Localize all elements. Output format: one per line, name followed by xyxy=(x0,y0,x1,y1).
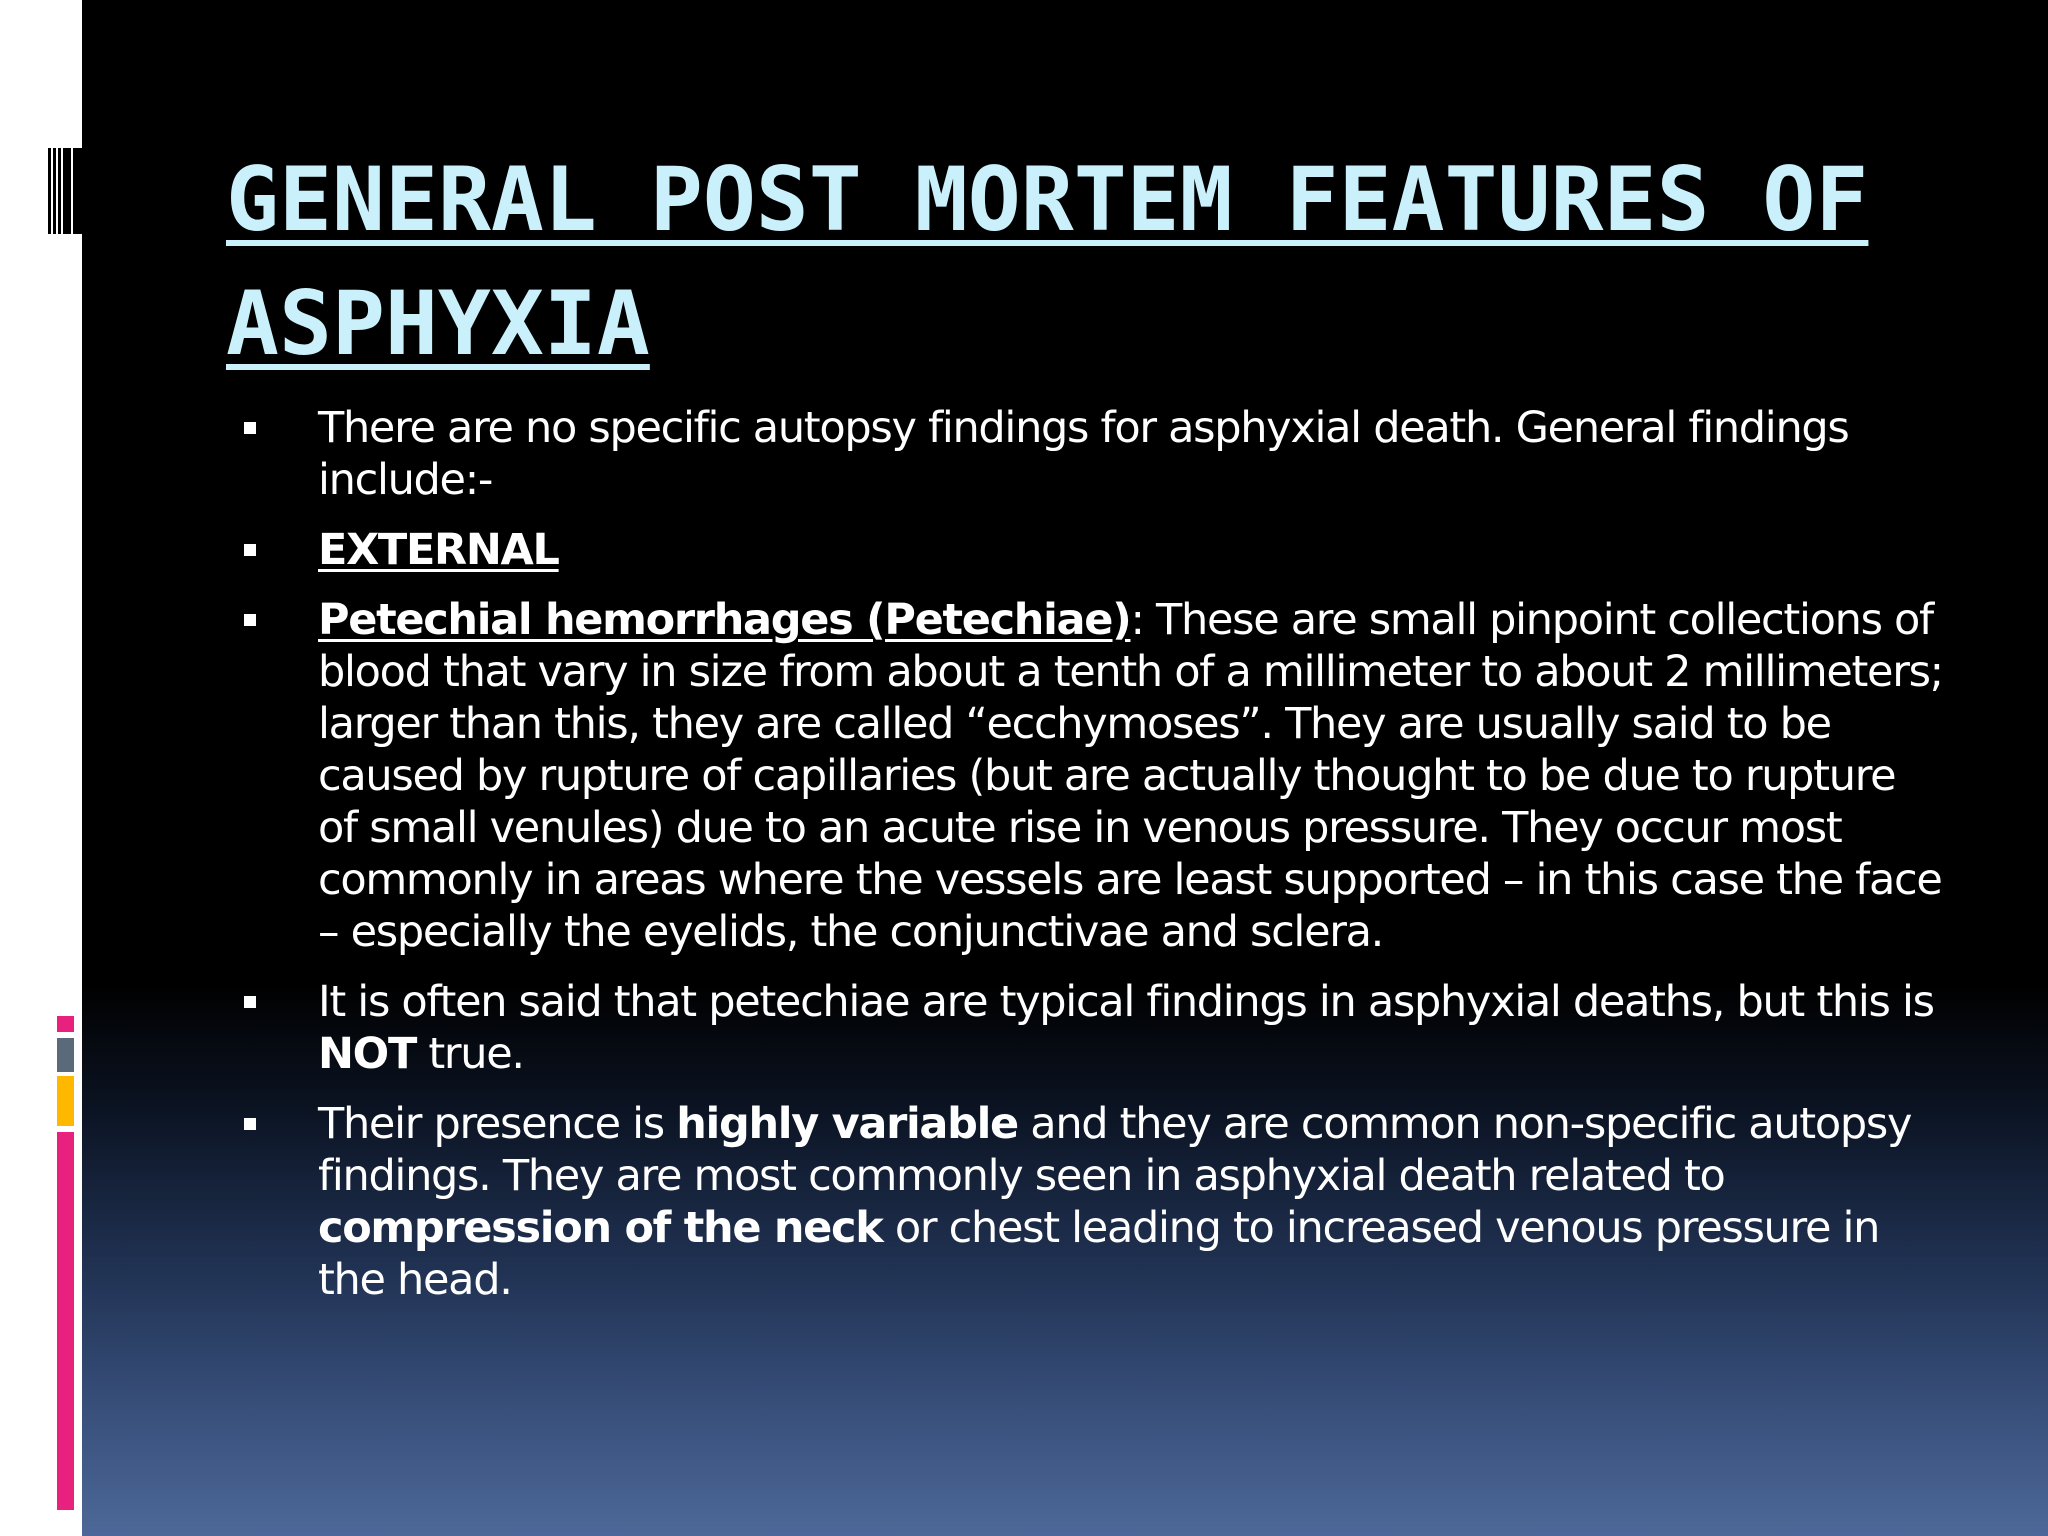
square-bullet-icon xyxy=(244,996,256,1008)
slide-title: GENERAL POST MORTEM FEATURES OF ASPHYXIA xyxy=(226,148,1869,375)
bullet-text: Their presence is xyxy=(318,1099,677,1149)
accent-pink-small xyxy=(57,1016,74,1032)
stripe xyxy=(48,148,51,234)
bullet-text: It is often said that petechiae are typical findings in asphyxial deaths, but this is xyxy=(318,977,1934,1027)
square-bullet-icon xyxy=(244,1118,256,1130)
stripe xyxy=(58,148,62,234)
bullet-text: or chest leading to increased venous pressure in the head. xyxy=(318,1203,1880,1305)
list-item xyxy=(226,976,1946,1080)
square-bullet-icon xyxy=(244,614,256,626)
list-item xyxy=(226,402,1946,506)
stripe xyxy=(63,148,70,234)
emphasis-text: compression of the neck xyxy=(318,1203,883,1253)
square-bullet-icon xyxy=(244,422,256,434)
stripe xyxy=(73,148,82,234)
list-item xyxy=(226,524,1946,576)
bullet-list xyxy=(226,402,1946,1324)
accent-gray xyxy=(57,1038,74,1072)
vertical-stripes-decoration xyxy=(48,148,82,234)
bullet-text: : These are small pinpoint collections of blood that vary in size from about a tenth of a millimeter to about 2 millimeters; larger than this, they are called “ecchymoses”. They are usually said to be caused by rupture of capillaries (but are actually thought to be due to rupture of small venules) due to an acute rise in venous pressure. They occur most commonly in areas where the vessels are least supported – in this case the face – especially the eyelids, the conjunctivae and sclera. xyxy=(318,595,1943,957)
bullet-text: true. xyxy=(415,1029,524,1079)
emphasis-text: NOT xyxy=(318,1029,416,1079)
bullet-text: and they are common non-specific autopsy findings. They are most commonly seen in asphyxial death related to xyxy=(318,1099,1912,1201)
section-heading-external: EXTERNAL xyxy=(318,525,559,575)
term-heading: Petechial hemorrhages (Petechiae) xyxy=(318,595,1131,645)
accent-pink-bar xyxy=(57,1132,74,1510)
left-decoration-strip xyxy=(0,0,82,1536)
square-bullet-icon xyxy=(244,544,256,556)
accent-orange xyxy=(57,1076,74,1126)
list-item xyxy=(226,1098,1946,1306)
stripe xyxy=(53,148,56,234)
emphasis-text: highly variable xyxy=(676,1099,1018,1149)
list-item xyxy=(226,594,1946,958)
bullet-text: There are no specific autopsy findings for asphyxial death. General findings include:- xyxy=(318,403,1849,505)
